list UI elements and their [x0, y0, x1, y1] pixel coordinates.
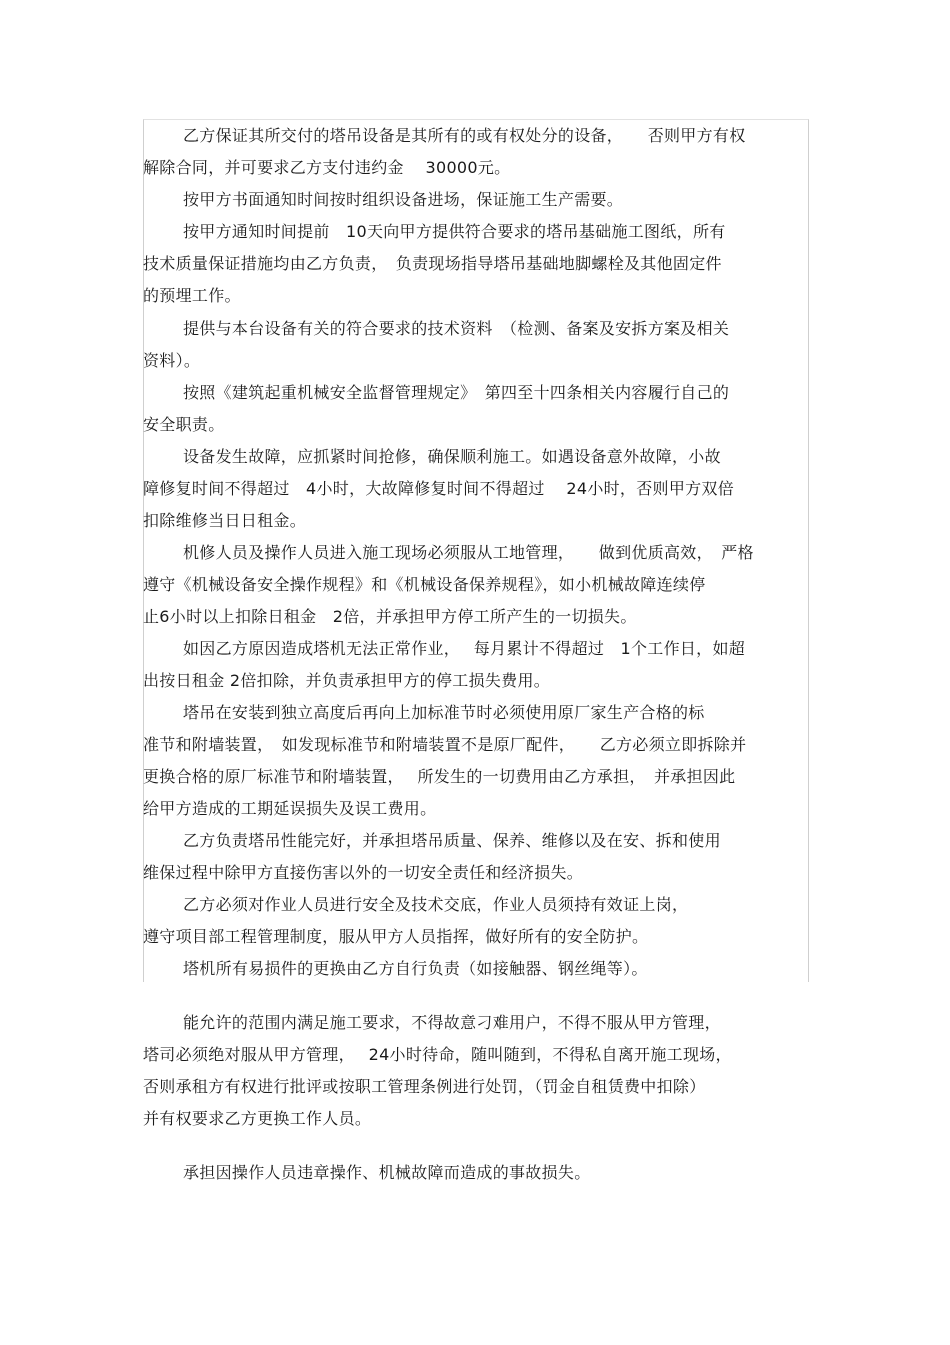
text-line: 维保过程中除甲方直接伤害以外的一切安全责任和经济损失。 [143, 863, 584, 882]
text-line: 安全职责。 [143, 415, 225, 434]
text-line: 如因乙方原因造成塔机无法正常作业， 每月累计不得超过 1个工作日，如超 [183, 639, 746, 658]
text-line: 按照《建筑起重机械安全监督管理规定》 第四至十四条相关内容履行自己的 [183, 383, 730, 402]
text-line: 否则承租方有权进行批评或按职工管理条例进行处罚，（罚金自租赁费中扣除） [143, 1077, 706, 1096]
text-line: 塔机所有易损件的更换由乙方自行负责（如接触器、钢丝绳等）。 [183, 959, 648, 978]
text-line: 乙方必须对作业人员进行安全及技术交底，作业人员须持有效证上岗， [183, 895, 689, 914]
text-line: 乙方保证其所交付的塔吊设备是其所有的或有权处分的设备， 否则甲方有权 [183, 126, 746, 145]
text-line: 按甲方书面通知时间按时组织设备进场，保证施工生产需要。 [183, 190, 624, 209]
text-line: 扣除维修当日日租金。 [143, 511, 307, 530]
text-line: 塔吊在安装到独立高度后再向上加标准节时必须使用原厂家生产合格的标 [183, 703, 705, 722]
text-line: 乙方负责塔吊性能完好，并承担塔吊质量、保养、维修以及在安、拆和使用 [183, 831, 721, 850]
text-line: 资料）。 [143, 351, 201, 370]
text-line: 能允许的范围内满足施工要求，不得故意刁难用户，不得不服从甲方管理， [183, 1013, 721, 1032]
text-line: 更换合格的原厂标准节和附墙装置， 所发生的一切费用由乙方承担， 并承担因此 [143, 767, 736, 786]
text-line: 遵守项目部工程管理制度，服从甲方人员指挥，做好所有的安全防护。 [143, 927, 649, 946]
text-line: 并有权要求乙方更换工作人员。 [143, 1109, 372, 1128]
text-line: 障修复时间不得超过 4小时，大故障修复时间不得超过 24小时，否则甲方双倍 [143, 479, 735, 498]
text-line: 技术质量保证措施均由乙方负责， 负责现场指导塔吊基础地脚螺栓及其他固定件 [143, 254, 722, 273]
text-line: 给甲方造成的工期延误损失及误工费用。 [143, 799, 437, 818]
text-line: 承担因操作人员违章操作、机械故障而造成的事故损失。 [183, 1163, 591, 1182]
text-line: 塔司必须绝对服从甲方管理， 24小时待命，随叫随到，不得私自离开施工现场， [143, 1045, 732, 1064]
text-line: 准节和附墙装置， 如发现标准节和附墙装置不是原厂配件， 乙方必须立即拆除并 [143, 735, 747, 754]
text-line: 解除合同，并可要求乙方支付违约金 30000元。 [143, 158, 511, 177]
text-line: 的预埋工作。 [143, 286, 241, 305]
text-line: 机修人员及操作人员进入施工现场必须服从工地管理， 做到优质高效， 严格 [183, 543, 754, 562]
text-line: 出按日租金 2倍扣除，并负责承担甲方的停工损失费用。 [143, 671, 551, 690]
text-line: 提供与本台设备有关的符合要求的技术资料 （检测、备案及安拆方案及相关 [183, 319, 730, 338]
text-line: 按甲方通知时间提前 10天向甲方提供符合要求的塔吊基础施工图纸，所有 [183, 222, 726, 241]
text-line: 设备发生故障，应抓紧时间抢修，确保顺利施工。如遇设备意外故障，小故 [183, 447, 721, 466]
text-line: 遵守《机械设备安全操作规程》和《机械设备保养规程》，如小机械故障连续停 [143, 575, 706, 594]
text-line: 止6小时以上扣除日租金 2倍，并承担甲方停工所产生的一切损失。 [143, 607, 637, 626]
